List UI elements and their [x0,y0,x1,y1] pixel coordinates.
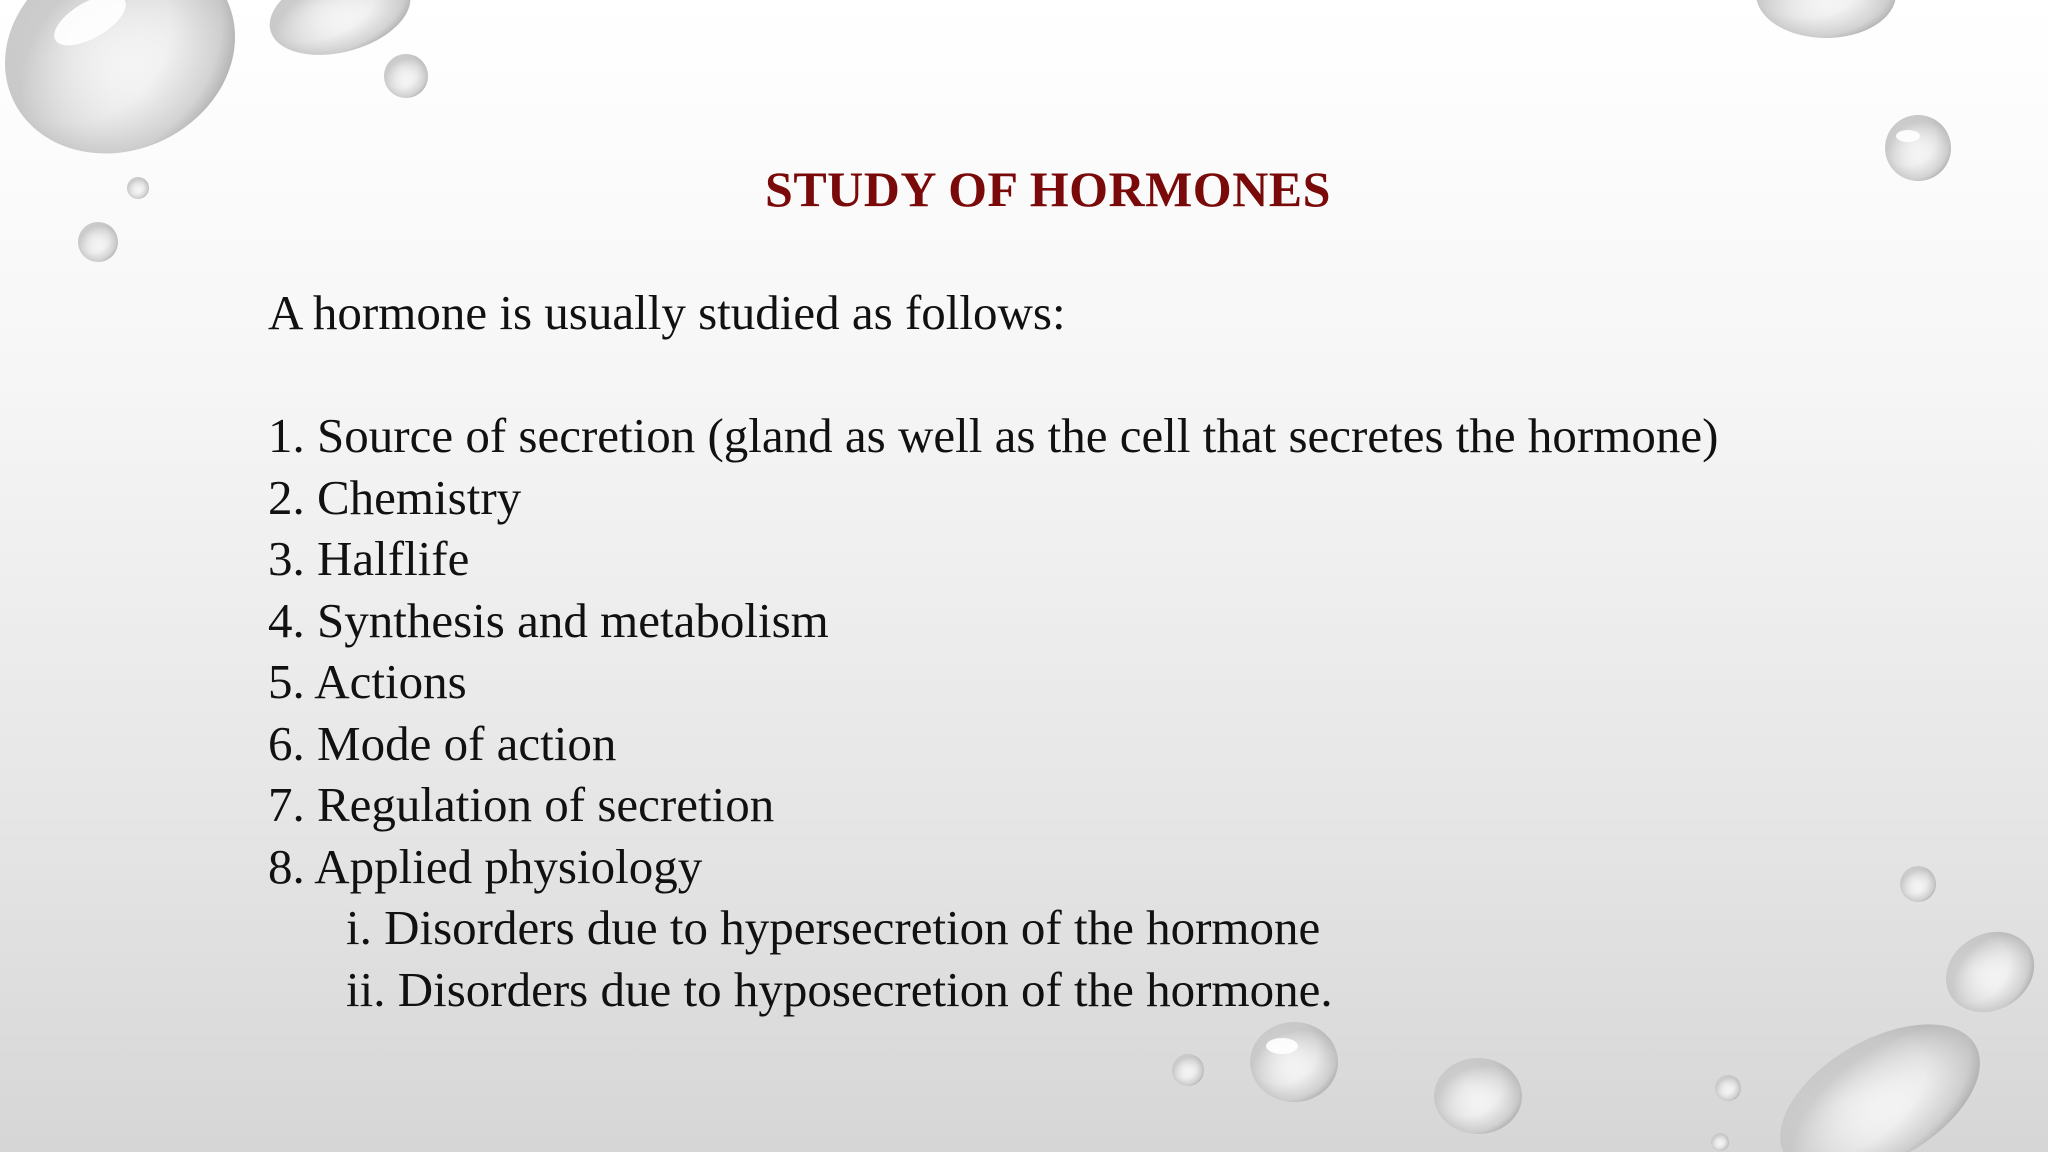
droplet-top-left-small-b [78,222,118,262]
droplet-bottom-center-medium [1434,1058,1522,1134]
droplet-bottom-right-small [1900,866,1936,902]
list-item: 6. Mode of action [268,715,617,771]
droplet-bottom-right-medium [1931,916,2048,1028]
droplet-bottom-right-tiny-b [1711,1133,1729,1151]
droplet-top-left-small-a [384,54,428,98]
intro-text: A hormone is usually studied as follows: [268,285,1066,340]
study-list [268,405,1868,897]
spacer [268,344,1868,406]
droplet-top-right-large [1756,0,1896,38]
droplet-bottom-center-small [1172,1054,1204,1086]
list-item: 1. Source of secretion (gland as well as the cell that secretes the hormone) [268,408,1719,463]
droplet-bottom-center-large [1250,1022,1338,1102]
list-item: 8. Applied physiology [268,838,703,894]
applied-physiology-sublist [268,897,1868,1020]
list-item: 5. Actions [268,654,467,709]
list-item: 7. Regulation of secretion [268,777,775,832]
slide-title: STUDY OF HORMONES [765,161,1331,217]
droplet-bottom-right-tiny [1715,1075,1741,1101]
sublist-item: ii. Disorders due to hyposecretion of the hormone. [346,961,1333,1017]
sublist-item: i. Disorders due to hypersecretion of the hormone [346,900,1321,955]
list-item: 3. Halflife [268,531,470,586]
slide-body [268,282,1868,1020]
list-item: 2. Chemistry [268,469,522,525]
list-item: 4. Synthesis and metabolism [268,592,829,648]
